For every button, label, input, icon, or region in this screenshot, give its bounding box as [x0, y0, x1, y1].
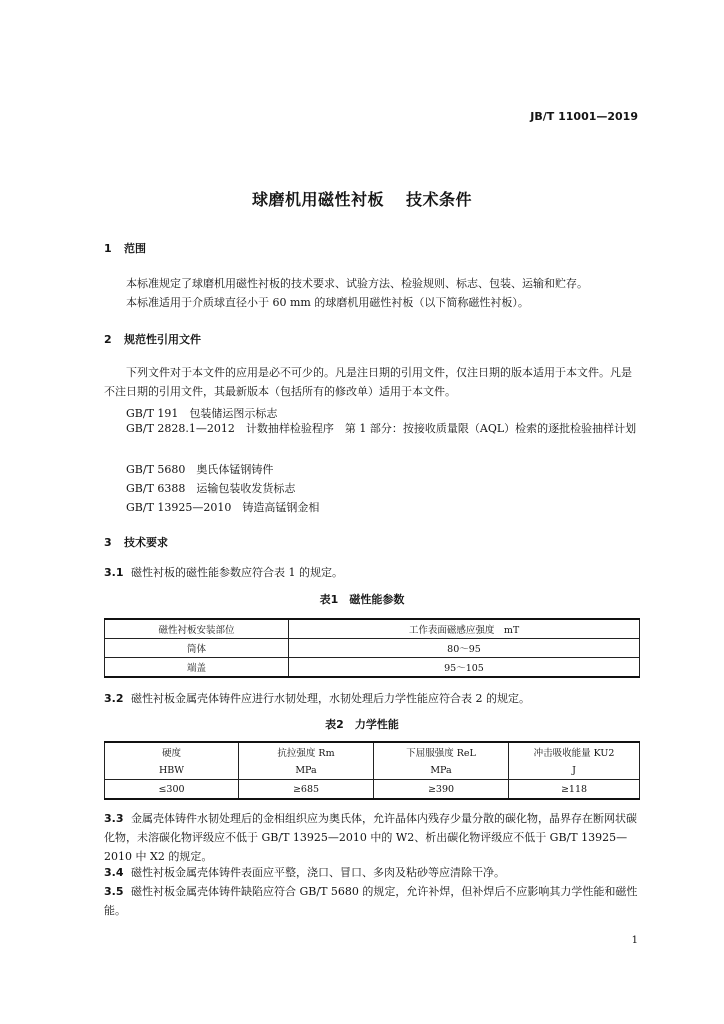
reference-item: GB/T 5680 奥氏体锰钢铸件	[126, 463, 274, 476]
table-row	[105, 780, 640, 800]
section-heading-scope	[104, 240, 146, 256]
header-text: 冲击吸收能量 KU2	[533, 748, 615, 759]
table-cell: 筒体	[105, 639, 289, 658]
table-unit-cell: MPa	[239, 761, 374, 780]
title-part1: 球磨机用磁性衬板	[251, 190, 384, 209]
document-title	[0, 187, 724, 210]
table-cell: 端盖	[105, 658, 289, 678]
clause-3-5	[104, 882, 640, 920]
standard-number: JB/T 11001—2019	[530, 110, 638, 123]
table-header-cell	[374, 742, 509, 761]
clause-text: 磁性衬板金属壳体铸件表面应平整，浇口、冒口、多肉及粘砂等应清除干净。	[131, 866, 505, 879]
clause-3-3	[104, 809, 640, 866]
reference-item: GB/T 13925—2010 铸造高锰钢金相	[126, 501, 320, 514]
table-header-cell	[509, 742, 640, 761]
table-unit-cell: J	[509, 761, 640, 780]
table2-caption: 表2 力学性能	[325, 718, 399, 731]
header-text: 抗拉强度 Rm	[277, 748, 335, 759]
clause-text: 磁性衬板金属壳体铸件缺陷应符合 GB/T 5680 的规定，允许补焊，但补焊后不应影响其力学性能和磁性能。	[104, 885, 638, 917]
section-number: 3	[104, 536, 112, 549]
page-number: 1	[631, 935, 638, 946]
clause-3-2	[104, 689, 640, 708]
header-text: 硬度	[161, 748, 181, 759]
table-magnetic-parameters	[104, 618, 640, 678]
reference-item: GB/T 191 包装储运图示标志	[126, 407, 278, 420]
table-cell: ≥118	[509, 780, 640, 800]
section-title: 范围	[124, 242, 146, 255]
section-title: 规范性引用文件	[124, 333, 201, 346]
table-header-row	[105, 619, 640, 639]
table-unit-row	[105, 761, 640, 780]
header-text: 下屈服强度 ReL	[406, 748, 476, 759]
reference-item: GB/T 2828.1—2012 计数抽样检验程序 第 1 部分：按接收质量限（AQL）检索的逐批检验抽样计划	[126, 422, 637, 435]
table-unit-cell: MPa	[374, 761, 509, 780]
clause-text: 磁性衬板的磁性能参数应符合表 1 的规定。	[131, 566, 343, 579]
section-heading-requirements	[104, 534, 168, 550]
section-number: 1	[104, 242, 112, 255]
clause-number: 3.4	[104, 866, 124, 879]
clause-text: 磁性衬板金属壳体铸件应进行水韧处理，水韧处理后力学性能应符合表 2 的规定。	[131, 692, 530, 705]
clause-number: 3.3	[104, 812, 124, 825]
references-intro: 下列文件对于本文件的应用是必不可少的。凡是注日期的引用文件，仅注日期的版本适用于本文件。凡是不注日期的引用文件，其最新版本（包括所有的修改单）适用于本文件。	[104, 366, 632, 398]
section-title: 技术要求	[124, 536, 168, 549]
table-unit-cell: HBW	[105, 761, 239, 780]
table-header-cell	[239, 742, 374, 761]
table-cell: ≥685	[239, 780, 374, 800]
table-header-cell: 工作表面磁感应强度 mT	[289, 619, 640, 639]
clause-3-4	[104, 863, 640, 882]
scope-paragraph-1: 本标准规定了球磨机用磁性衬板的技术要求、试验方法、检验规则、标志、包装、运输和贮存。	[126, 277, 588, 290]
clause-number: 3.5	[104, 885, 124, 898]
table-cell: ≤300	[105, 780, 239, 800]
table1-caption: 表1 磁性能参数	[319, 593, 405, 606]
table-header-row	[105, 742, 640, 761]
clause-3-1	[104, 563, 640, 582]
scope-paragraph-2: 本标准适用于介质球直径小于 60 mm 的球磨机用磁性衬板（以下简称磁性衬板）。	[126, 296, 529, 309]
table-header-cell	[105, 742, 239, 761]
table-mechanical-properties	[104, 741, 640, 800]
title-part2: 技术条件	[406, 190, 473, 209]
table-row	[105, 639, 640, 658]
clause-number: 3.2	[104, 692, 124, 705]
table-cell: ≥390	[374, 780, 509, 800]
table-cell: 80～95	[289, 639, 640, 658]
table-cell: 95～105	[289, 658, 640, 678]
clause-number: 3.1	[104, 566, 124, 579]
table-row	[105, 658, 640, 678]
clause-text: 金属壳体铸件水韧处理后的金相组织应为奥氏体，允许晶体内残存少量分散的碳化物，晶界存在断网状碳化物，未溶碳化物评级应不低于 GB/T 13925—2010 中的 W2、析出碳化物评级应不低于 GB/T 13925—2010 中 X2 的规定。	[104, 812, 637, 863]
section-heading-references	[104, 331, 201, 347]
section-number: 2	[104, 333, 112, 346]
table-header-cell: 磁性衬板安装部位	[105, 619, 289, 639]
reference-item: GB/T 6388 运输包装收发货标志	[126, 482, 296, 495]
